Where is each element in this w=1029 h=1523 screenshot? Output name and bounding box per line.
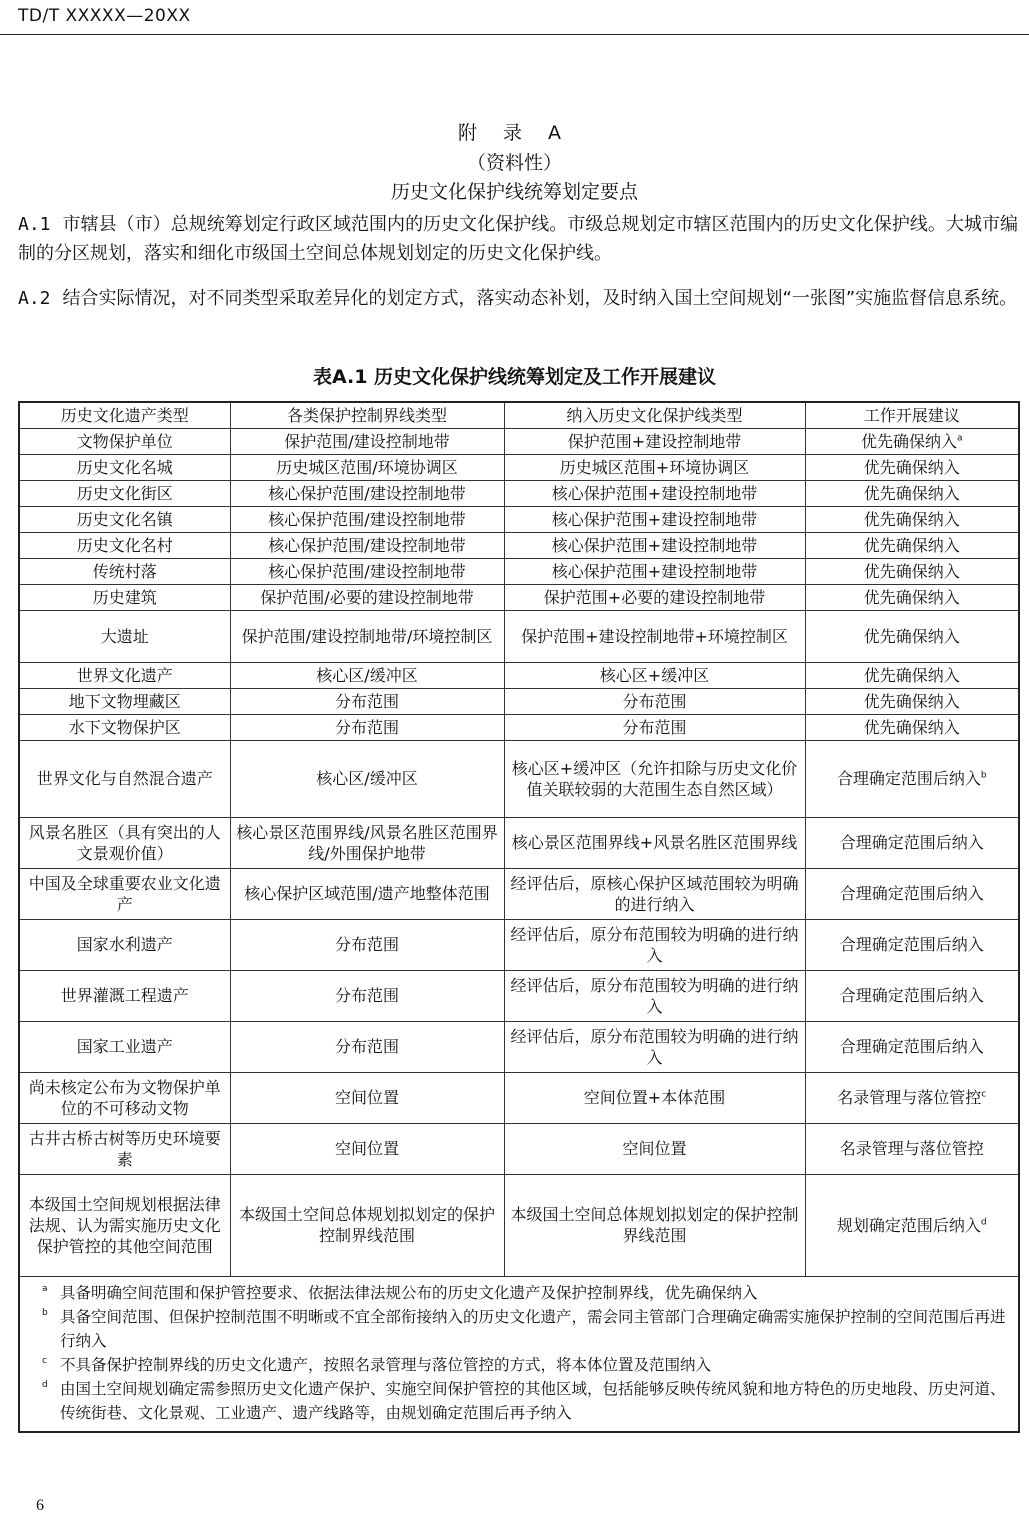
cell-included xyxy=(504,714,805,740)
cell-text: 核心保护范围+建设控制地带 xyxy=(551,509,758,529)
cell-text: 本级国土空间总体规划拟划定的保护控制界线范围 xyxy=(238,1205,495,1245)
cell-included xyxy=(504,868,805,919)
cell-type xyxy=(19,454,230,480)
cell-text: 合理确定范围后纳入 xyxy=(839,935,984,954)
cell-boundary xyxy=(230,610,504,662)
cell-type xyxy=(19,714,230,740)
cell-text: 核心区/缓冲区 xyxy=(316,665,418,685)
cell-text: 核心保护范围+建设控制地带 xyxy=(551,483,758,503)
footnote-mark: b xyxy=(980,770,987,781)
table-notes xyxy=(19,1276,1019,1432)
cell-included xyxy=(504,610,805,662)
appendix-nature: （资料性） xyxy=(466,152,562,174)
table-row xyxy=(19,506,1019,532)
cell-text: 世界文化遗产 xyxy=(76,665,173,685)
cell-boundary xyxy=(230,428,504,454)
cell-type xyxy=(19,610,230,662)
cell-boundary xyxy=(230,1072,504,1123)
footnote xyxy=(40,1305,1008,1353)
cell-included xyxy=(504,558,805,584)
cell-included xyxy=(504,919,805,970)
cell-advice xyxy=(805,868,1019,919)
heritage-table xyxy=(18,401,1020,1433)
cell-advice xyxy=(805,480,1019,506)
table-row xyxy=(19,1123,1019,1174)
cell-text: 历史城区范围+环境协调区 xyxy=(559,457,750,477)
cell-text: 优先确保纳入 xyxy=(863,483,960,503)
header-cell: 纳入历史文化保护线类型 xyxy=(504,402,805,428)
cell-included xyxy=(504,584,805,610)
cell-included xyxy=(504,1072,805,1123)
table-header-row xyxy=(19,402,1019,428)
cell-included xyxy=(504,532,805,558)
cell-text: 分布范围 xyxy=(334,717,399,737)
cell-text: 优先确保纳入 xyxy=(863,561,960,581)
appendix-subject: 历史文化保护线统筹划定要点 xyxy=(390,181,638,203)
cell-included xyxy=(504,1174,805,1276)
cell-advice xyxy=(805,532,1019,558)
cell-text: 空间位置 xyxy=(622,1139,687,1158)
cell-type xyxy=(19,532,230,558)
cell-advice xyxy=(805,558,1019,584)
cell-text: 分布范围 xyxy=(334,1037,399,1056)
cell-text: 优先确保纳入 xyxy=(860,431,957,451)
cell-boundary xyxy=(230,662,504,688)
cell-text: 历史文化名村 xyxy=(76,535,173,555)
header-cell: 各类保护控制界线类型 xyxy=(230,402,504,428)
footnote xyxy=(40,1353,1008,1377)
cell-text: 核心保护范围+建设控制地带 xyxy=(551,561,758,581)
cell-advice xyxy=(805,506,1019,532)
footnote-text: 具备明确空间范围和保护管控要求、依据法律法规公布的历史文化遗产及保护控制界线，优先确保纳入 xyxy=(60,1283,758,1302)
cell-text: 合理确定范围后纳入 xyxy=(839,986,984,1005)
cell-text: 本级国土空间规划根据法律法规、认为需实施历史文化保护管控的其他空间范围 xyxy=(28,1194,221,1256)
cell-text: 优先确保纳入 xyxy=(863,509,960,529)
paragraph-text: 市辖县（市）总规统筹划定行政区域范围内的历史文化保护线。市级总规划定市辖区范围内的历史文化保护线。大城市编制的分区规划，落实和细化市级国土空间总体规划划定的历史文化保护线。 xyxy=(18,214,1018,264)
cell-boundary xyxy=(230,714,504,740)
cell-advice xyxy=(805,740,1019,817)
cell-text: 历史文化名城 xyxy=(76,457,173,477)
table-row xyxy=(19,662,1019,688)
cell-text: 空间位置 xyxy=(334,1139,399,1158)
cell-text: 核心保护范围/建设控制地带 xyxy=(268,483,466,503)
cell-boundary xyxy=(230,506,504,532)
cell-advice xyxy=(805,584,1019,610)
table-row xyxy=(19,970,1019,1021)
cell-text: 合理确定范围后纳入 xyxy=(839,884,984,903)
cell-text: 地下文物埋藏区 xyxy=(68,691,181,711)
cell-text: 世界文化与自然混合遗产 xyxy=(36,769,213,788)
cell-text: 核心保护范围/建设控制地带 xyxy=(268,509,466,529)
cell-type xyxy=(19,662,230,688)
cell-advice xyxy=(805,428,1019,454)
cell-boundary xyxy=(230,817,504,868)
cell-type xyxy=(19,428,230,454)
table-row xyxy=(19,868,1019,919)
table-row xyxy=(19,817,1019,868)
cell-text: 优先确保纳入 xyxy=(863,691,960,711)
cell-included xyxy=(504,688,805,714)
table-row xyxy=(19,584,1019,610)
cell-text: 古井古桥古树等历史环境要素 xyxy=(28,1128,221,1169)
cell-boundary xyxy=(230,1123,504,1174)
cell-advice xyxy=(805,1123,1019,1174)
paragraph-a2 xyxy=(18,284,1018,313)
table-row xyxy=(19,454,1019,480)
cell-text: 历史文化街区 xyxy=(76,483,173,503)
cell-type xyxy=(19,1123,230,1174)
footnote xyxy=(40,1281,1008,1305)
cell-type xyxy=(19,584,230,610)
cell-included xyxy=(504,480,805,506)
cell-advice xyxy=(805,1072,1019,1123)
cell-advice xyxy=(805,662,1019,688)
cell-text: 世界灌溉工程遗产 xyxy=(60,986,189,1005)
table-row xyxy=(19,688,1019,714)
cell-advice xyxy=(805,970,1019,1021)
cell-boundary xyxy=(230,1021,504,1072)
cell-included xyxy=(504,740,805,817)
cell-text: 文物保护单位 xyxy=(76,431,173,451)
cell-boundary xyxy=(230,1174,504,1276)
cell-text: 分布范围 xyxy=(334,986,399,1005)
cell-advice xyxy=(805,919,1019,970)
cell-text: 国家水利遗产 xyxy=(76,935,173,954)
footnote-mark: d xyxy=(980,1217,987,1228)
cell-text: 经评估后，原分布范围较为明确的进行纳入 xyxy=(510,1026,799,1067)
cell-text: 分布范围 xyxy=(334,935,399,954)
cell-type xyxy=(19,1072,230,1123)
cell-advice xyxy=(805,688,1019,714)
cell-type xyxy=(19,740,230,817)
document-code: TD/T XXXXX—20XX xyxy=(18,6,191,26)
cell-boundary xyxy=(230,532,504,558)
cell-advice xyxy=(805,1174,1019,1276)
cell-text: 分布范围 xyxy=(622,717,687,737)
cell-text: 分布范围 xyxy=(622,691,687,711)
table-row xyxy=(19,610,1019,662)
cell-text: 分布范围 xyxy=(334,691,399,711)
footnote-mark: a xyxy=(42,1283,48,1294)
cell-type xyxy=(19,480,230,506)
cell-text: 传统村落 xyxy=(92,561,157,581)
cell-text: 历史城区范围/环境协调区 xyxy=(276,457,458,477)
header-cell: 历史文化遗产类型 xyxy=(19,402,230,428)
cell-text: 大遗址 xyxy=(100,626,149,646)
cell-text: 优先确保纳入 xyxy=(863,587,960,607)
cell-boundary xyxy=(230,919,504,970)
cell-type xyxy=(19,688,230,714)
cell-text: 核心景区范围界线+风景名胜区范围界线 xyxy=(511,833,798,852)
cell-advice xyxy=(805,454,1019,480)
cell-type xyxy=(19,1174,230,1276)
cell-text: 历史文化名镇 xyxy=(76,509,173,529)
cell-text: 经评估后，原核心保护区域范围较为明确的进行纳入 xyxy=(510,873,799,914)
cell-type xyxy=(19,558,230,584)
table-row xyxy=(19,714,1019,740)
header-divider xyxy=(0,34,1029,35)
cell-text: 空间位置+本体范围 xyxy=(583,1088,726,1107)
footnote-text: 具备空间范围、但保护控制范围不明晰或不宜全部衔接纳入的历史文化遗产，需会同主管部门合理确定确需实施保护控制的空间范围后再进行纳入 xyxy=(60,1307,1006,1350)
footnote xyxy=(40,1377,1008,1425)
footnote-mark: c xyxy=(981,1089,987,1100)
cell-advice xyxy=(805,610,1019,662)
cell-text: 核心区/缓冲区 xyxy=(316,769,418,788)
cell-boundary xyxy=(230,970,504,1021)
header-cell: 工作开展建议 xyxy=(805,402,1019,428)
paragraph-text: 结合实际情况，对不同类型采取差异化的划定方式，落实动态补划，及时纳入国土空间规划“一张图”实施监督信息系统。 xyxy=(62,288,1018,309)
table-title: 表A.1 历史文化保护线统筹划定及工作开展建议 xyxy=(312,366,717,388)
footnote-mark: c xyxy=(42,1355,47,1366)
paragraph-number: A.2 xyxy=(18,288,51,309)
cell-advice xyxy=(805,714,1019,740)
cell-text: 风景名胜区（具有突出的人文景观价值） xyxy=(28,822,221,863)
cell-included xyxy=(504,970,805,1021)
cell-included xyxy=(504,428,805,454)
cell-text: 历史建筑 xyxy=(92,587,157,607)
cell-text: 水下文物保护区 xyxy=(68,717,181,737)
cell-text: 保护范围+必要的建设控制地带 xyxy=(543,587,766,607)
cell-text: 中国及全球重要农业文化遗产 xyxy=(28,873,221,914)
cell-type xyxy=(19,817,230,868)
cell-boundary xyxy=(230,558,504,584)
cell-boundary xyxy=(230,868,504,919)
table-row xyxy=(19,1021,1019,1072)
cell-text: 合理确定范围后纳入 xyxy=(836,769,981,788)
cell-text: 空间位置 xyxy=(334,1088,399,1107)
cell-type xyxy=(19,1021,230,1072)
table-row xyxy=(19,919,1019,970)
footnote-text: 由国土空间规划确定需参照历史文化遗产保护、实施空间保护管控的其他区域，包括能够反映传统风貌和地方特色的历史地段、历史河道、传统街巷、文化景观、工业遗产、遗产线路等，由规划确定范围后再予纳入 xyxy=(60,1379,1006,1422)
cell-boundary xyxy=(230,454,504,480)
cell-text: 名录管理与落位管控 xyxy=(839,1139,984,1158)
footnote-mark: a xyxy=(957,433,963,444)
paragraph-number: A.1 xyxy=(18,214,51,235)
cell-boundary xyxy=(230,688,504,714)
cell-boundary xyxy=(230,740,504,817)
cell-included xyxy=(504,817,805,868)
cell-text: 名录管理与落位管控 xyxy=(837,1088,982,1107)
table-notes-row xyxy=(19,1276,1019,1432)
cell-text: 规划确定范围后纳入 xyxy=(836,1215,981,1235)
cell-included xyxy=(504,1123,805,1174)
cell-included xyxy=(504,662,805,688)
cell-text: 核心区+缓冲区 xyxy=(599,665,710,685)
cell-text: 优先确保纳入 xyxy=(863,626,960,646)
cell-advice xyxy=(805,1021,1019,1072)
cell-text: 优先确保纳入 xyxy=(863,535,960,555)
cell-text: 尚未核定公布为文物保护单位的不可移动文物 xyxy=(28,1077,221,1118)
cell-text: 优先确保纳入 xyxy=(863,717,960,737)
cell-included xyxy=(504,506,805,532)
cell-text: 优先确保纳入 xyxy=(863,457,960,477)
cell-text: 核心保护范围/建设控制地带 xyxy=(268,561,466,581)
cell-text: 经评估后，原分布范围较为明确的进行纳入 xyxy=(510,975,799,1016)
cell-boundary xyxy=(230,584,504,610)
cell-text: 核心区+缓冲区（允许扣除与历史文化价值关联较弱的大范围生态自然区域） xyxy=(511,758,798,799)
cell-text: 合理确定范围后纳入 xyxy=(839,1037,984,1056)
table-row xyxy=(19,558,1019,584)
cell-boundary xyxy=(230,480,504,506)
table-row xyxy=(19,1072,1019,1123)
cell-type xyxy=(19,868,230,919)
cell-type xyxy=(19,970,230,1021)
cell-text: 优先确保纳入 xyxy=(863,665,960,685)
table-row xyxy=(19,740,1019,817)
table-row xyxy=(19,532,1019,558)
cell-text: 核心保护范围+建设控制地带 xyxy=(551,535,758,555)
cell-included xyxy=(504,454,805,480)
cell-text: 国家工业遗产 xyxy=(76,1037,173,1056)
cell-text: 保护范围+建设控制地带 xyxy=(567,431,742,451)
appendix-title: 附 录 A xyxy=(457,122,572,144)
cell-text: 本级国土空间总体规划拟划定的保护控制界线范围 xyxy=(510,1205,799,1245)
cell-text: 合理确定范围后纳入 xyxy=(839,833,984,852)
cell-text: 保护范围/建设控制地带 xyxy=(284,431,450,451)
footnote-text: 不具备保护控制界线的历史文化遗产，按照名录管理与落位管控的方式，将本体位置及范围纳入 xyxy=(60,1355,712,1374)
page-number: 6 xyxy=(36,1497,44,1514)
cell-text: 核心保护区域范围/遗产地整体范围 xyxy=(244,884,490,903)
paragraph-a1 xyxy=(18,210,1018,268)
footnote-mark: d xyxy=(42,1379,48,1390)
cell-text: 保护范围+建设控制地带+环境控制区 xyxy=(521,626,788,646)
cell-text: 保护范围/必要的建设控制地带 xyxy=(260,587,474,607)
cell-text: 核心保护范围/建设控制地带 xyxy=(268,535,466,555)
cell-type xyxy=(19,506,230,532)
cell-text: 核心景区范围界线/风景名胜区范围界线/外围保护地带 xyxy=(236,822,498,863)
footnote-mark: b xyxy=(42,1307,48,1318)
table-row xyxy=(19,428,1019,454)
cell-text: 经评估后，原分布范围较为明确的进行纳入 xyxy=(510,924,799,965)
table-row xyxy=(19,1174,1019,1276)
cell-text: 保护范围/建设控制地带/环境控制区 xyxy=(241,626,493,646)
cell-advice xyxy=(805,817,1019,868)
cell-included xyxy=(504,1021,805,1072)
table-row xyxy=(19,480,1019,506)
cell-type xyxy=(19,919,230,970)
